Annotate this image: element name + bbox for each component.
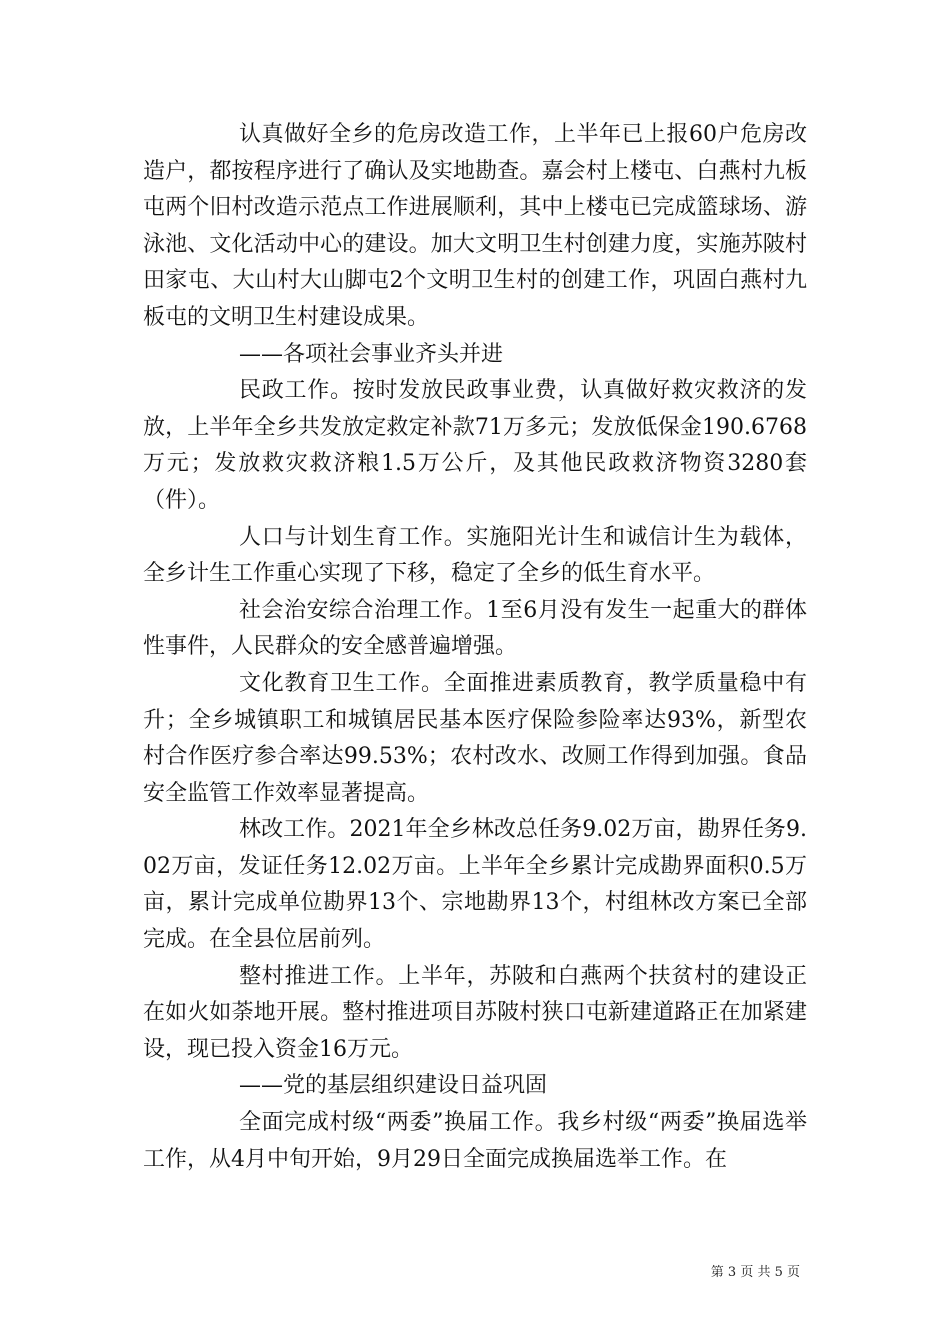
paragraph-village-election: 全面完成村级“两委”换届工作。我乡村级“两委”换届选举工作，从4月中旬开始，9月29日全面完成换届选举工作。在 — [143, 1110, 807, 1172]
paragraph-village-advancement: 整村推进工作。上半年，苏陂和白燕两个扶贫村的建设正在如火如荼地开展。整村推进项目苏陂村狭口屯新建道路正在加紧建设，现已投入资金16万元。 — [143, 963, 807, 1062]
paragraph-forestry-reform: 林改工作。2021年全乡林改总任务9.02万亩，勘界任务9.02万亩，发证任务12.02万亩。上半年全乡累计完成勘界面积0.5万亩，累计完成单位勘界13个、宗地勘界13个，村组林改方案已全部完成。在全县位居前列。 — [143, 817, 807, 953]
page-number-footer: 第 3 页 共 5 页 — [710, 1265, 800, 1280]
paragraph-housing-renovation: 认真做好全乡的危房改造工作，上半年已上报60户危房改造户，都按程序进行了确认及实地勘查。嘉会村上楼屯、白燕村九板屯两个旧村改造示范点工作进展顺利，其中上楼屯已完成篮球场、游泳池、文化活动中心的建设。加大文明卫生村创建力度，实施苏陂村田家屯、大山村大山脚屯2个文明卫生村的创建工作，巩固白燕村九板屯的文明卫生村建设成果。 — [143, 122, 807, 330]
document-body — [143, 117, 807, 1178]
paragraph-family-planning: 人口与计划生育工作。实施阳光计生和诚信计生为载体，全乡计生工作重心实现了下移，稳定了全乡的低生育水平。 — [143, 524, 807, 587]
paragraph-civil-affairs: 民政工作。按时发放民政事业费，认真做好救灾救济的发放，上半年全乡共发放定救定补款71万多元；发放低保金190.6768万元；发放救灾救济粮1.5万公斤，及其他民政救济物资3280套（件）。 — [143, 378, 807, 513]
section-heading-party-organization: ——党的基层组织建设日益巩固 — [239, 1073, 548, 1099]
section-heading-social-affairs: ——各项社会事业齐头并进 — [239, 341, 504, 367]
paragraph-culture-education-health: 文化教育卫生工作。全面推进素质教育，教学质量稳中有升；全乡城镇职工和城镇居民基本医疗保险参险率达93%，新型农村合作医疗参合率达99.53%；农村改水、改厕工作得到加强。食品安全监管工作效率显著提高。 — [143, 670, 807, 806]
paragraph-public-security: 社会治安综合治理工作。1至6月没有发生一起重大的群体性事件，人民群众的安全感普遍增强。 — [143, 597, 807, 660]
